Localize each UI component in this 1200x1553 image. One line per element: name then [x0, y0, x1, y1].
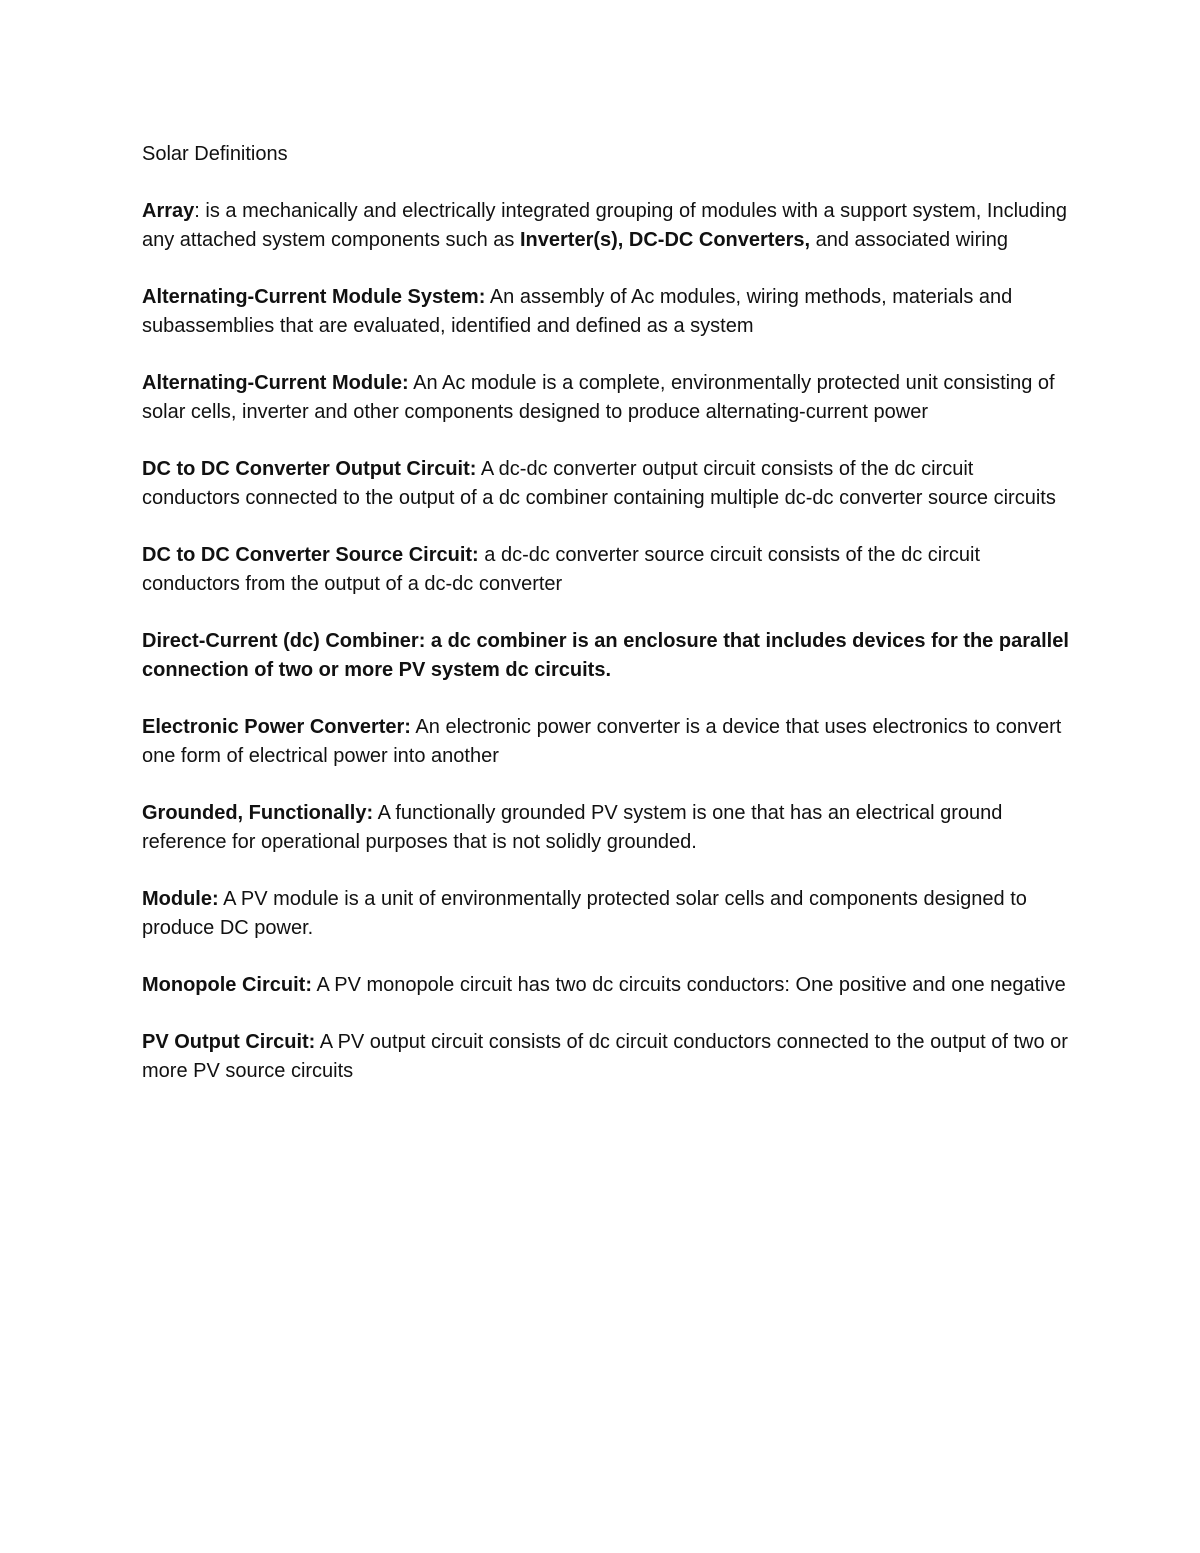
definition-grounded-functionally	[142, 799, 1072, 857]
definition-dc-combiner	[142, 627, 1072, 685]
definition-term: Alternating-Current Module System:	[142, 286, 486, 308]
definition-term: Array	[142, 200, 195, 222]
definition-module	[142, 885, 1072, 943]
definition-monopole-circuit	[142, 971, 1072, 1000]
definition-text: An Ac module is a complete, environmentally protected unit consisting of solar cells, inverter and other components designed to produce alternating-current power	[142, 372, 1055, 423]
definition-electronic-power-converter	[142, 713, 1072, 771]
definition-dc-dc-source-circuit	[142, 541, 1072, 599]
definition-text: a dc-dc converter source circuit consists of the dc circuit conductors from the output of a dc-dc converter	[142, 544, 981, 595]
definition-pv-output-circuit	[142, 1028, 1072, 1086]
definition-text: An assembly of Ac modules, wiring methods, materials and subassemblies that are evaluated, identified and defined as a system	[142, 286, 1013, 337]
definition-term: Alternating-Current Module:	[142, 372, 409, 394]
definition-term: Electronic Power Converter:	[142, 716, 411, 738]
definition-term: Direct-Current (dc) Combiner: a dc combiner is an enclosure that includes devices for the parallel connection of two or more PV system dc circuits.	[142, 630, 1069, 681]
definition-bold-inline: Inverter(s), DC-DC Converters,	[519, 229, 811, 251]
definition-text: A dc-dc converter output circuit consists of the dc circuit conductors connected to the output of a dc combiner containing multiple dc-dc converter source circuits	[142, 458, 1056, 509]
definition-array	[142, 197, 1072, 255]
document-title: Solar Definitions	[142, 143, 288, 165]
definition-text: is a mechanically and electrically integrated grouping of modules with a support system, Including any attached system components such as	[142, 200, 1067, 251]
definition-ac-module	[142, 369, 1072, 427]
definition-text: A PV output circuit consists of dc circuit conductors connected to the output of two or more PV source circuits	[142, 1031, 1068, 1082]
definition-text: A PV module is a unit of environmentally protected solar cells and components designed to produce DC power.	[142, 888, 1027, 939]
definition-ac-module-system	[142, 283, 1072, 341]
definition-term: Module:	[142, 888, 219, 910]
term-separator: :	[194, 200, 206, 222]
document-page	[142, 140, 1072, 1114]
definition-dc-dc-output-circuit	[142, 455, 1072, 513]
definition-term: Monopole Circuit:	[142, 974, 312, 996]
definition-term: Grounded, Functionally:	[142, 802, 374, 824]
definition-text: A functionally grounded PV system is one that has an electrical ground reference for operational purposes that is not solidly grounded.	[142, 802, 1003, 853]
definition-text-after: and associated wiring	[810, 229, 1008, 251]
definition-text: An electronic power converter is a device that uses electronics to convert one form of electrical power into another	[142, 716, 1062, 767]
definition-term: DC to DC Converter Source Circuit:	[142, 544, 479, 566]
definition-term: DC to DC Converter Output Circuit:	[142, 458, 477, 480]
definition-text: A PV monopole circuit has two dc circuits conductors: One positive and one negative	[311, 974, 1066, 996]
definition-term: PV Output Circuit:	[142, 1031, 316, 1053]
